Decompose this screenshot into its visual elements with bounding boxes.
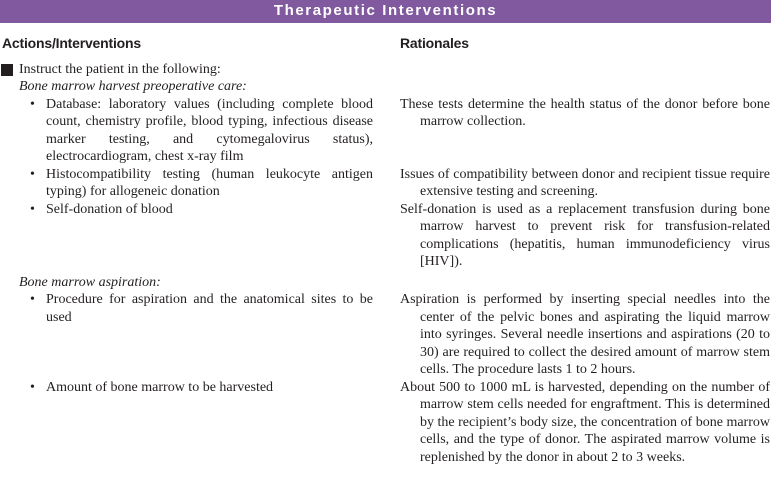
- actions-column-cell: [0, 291, 390, 326]
- instruction-lead: [0, 61, 373, 79]
- action-item-text: Amount of bone marrow to be harvested: [46, 379, 274, 395]
- intro-row: [0, 61, 771, 96]
- table-row: [0, 96, 771, 166]
- actions-column-cell: [0, 61, 390, 96]
- column-headers: [0, 35, 771, 53]
- rationales-column-cell: [400, 96, 771, 131]
- rationale-text: These tests determine the health status of the donor before bone marrow collection.: [400, 96, 770, 129]
- table-row: [0, 201, 771, 271]
- table-row: [0, 291, 771, 379]
- actions-column-cell: [0, 274, 390, 292]
- action-item-text: Database: laboratory values (including complete blood count, chemistry profile, blood typing, infectious disease marker testing, and cytomegalovirus status), electrocardiogram, chest x-ray film: [46, 96, 373, 164]
- column-header-actions: Actions/Interventions: [2, 35, 141, 51]
- square-bullet-icon: [1, 64, 13, 76]
- action-item: [0, 291, 373, 326]
- dot-bullet-icon: •: [30, 96, 35, 112]
- actions-column-cell: [0, 379, 390, 397]
- rationales-column-cell: [400, 379, 771, 467]
- rationale-text: Self-donation is used as a replacement transfusion during bone marrow harvest to prevent risk for transfusion-related complications (hepatitis, human immunodeficiency virus [HIV]).: [400, 201, 770, 269]
- actions-column-cell: [0, 96, 390, 166]
- actions-column-cell: [0, 166, 390, 201]
- table-title: Therapeutic Interventions: [273, 2, 498, 20]
- dot-bullet-icon: •: [30, 201, 35, 217]
- preoperative-care-heading: Bone marrow harvest preoperative care:: [19, 79, 247, 94]
- action-item: [0, 379, 373, 397]
- instruction-lead-text: Instruct the patient in the following:: [19, 61, 221, 77]
- rationales-column-cell: [400, 166, 771, 201]
- rationale-text: About 500 to 1000 mL is harvested, depending on the number of marrow stem cells needed for engraftment. This is determined by the recipient’s body size, the concentration of bone marrow cells, and the type of donor. The aspirated marrow volume is replenished by the donor in about 2 to 3 weeks.: [400, 379, 770, 465]
- aspiration-heading-row: [0, 274, 771, 292]
- aspiration-heading: Bone marrow aspiration:: [19, 274, 161, 290]
- action-item-text: Self-donation of blood: [46, 201, 173, 217]
- dot-bullet-icon: •: [30, 166, 35, 182]
- rationale-text: Issues of compatibility between donor and recipient tissue require extensive testing and screening.: [400, 166, 770, 199]
- action-item: [0, 96, 373, 166]
- table-title-bar: [0, 0, 771, 23]
- action-item: [0, 166, 373, 201]
- dot-bullet-icon: •: [30, 292, 35, 307]
- dot-bullet-icon: •: [30, 379, 35, 395]
- action-item-text: Procedure for aspiration and the anatomical sites to be used: [46, 292, 373, 325]
- table-row: [0, 379, 771, 467]
- rationale-text: Aspiration is performed by inserting special needles into the center of the pelvic bones and aspirating the liquid marrow into syringes. Several needle insertions and aspirations (20 to 30) are required to collect the desired amount of marrow stem cells. The procedure lasts 1 to 2 hours.: [400, 292, 770, 377]
- column-header-rationales: Rationales: [400, 35, 469, 51]
- action-item: [0, 201, 373, 219]
- rationales-column-cell: [400, 201, 771, 271]
- rationales-column-cell: [400, 291, 771, 379]
- actions-column-cell: [0, 201, 390, 219]
- action-item-text: Histocompatibility testing (human leukocyte antigen typing) for allogeneic donation: [46, 166, 373, 199]
- table-row: [0, 166, 771, 201]
